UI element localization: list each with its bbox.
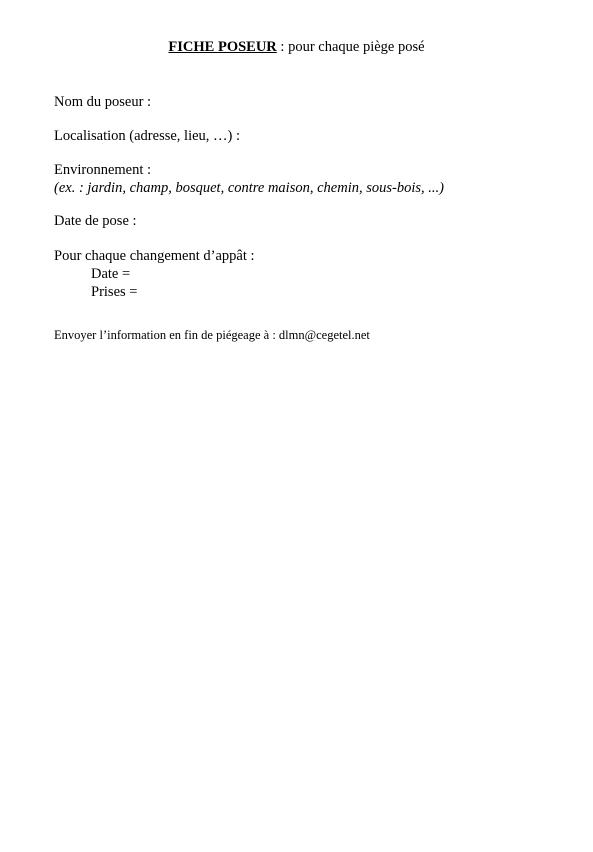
title-heading: FICHE POSEUR [168, 39, 277, 55]
environnement-label: Environnement : [54, 162, 152, 178]
localisation-label: Localisation (adresse, lieu, …) : [54, 128, 241, 144]
prises-entry-label: Prises = [91, 284, 138, 300]
date-entry-label: Date = [91, 266, 131, 282]
page-title [0, 38, 593, 56]
poseur-name-label: Nom du poseur : [54, 94, 152, 110]
title-subtitle: : pour chaque piège posé [276, 39, 425, 55]
footer-note: Envoyer l’information en fin de piégeage à : dlmn@cegetel.net [54, 328, 370, 342]
environnement-example: (ex. : jardin, champ, bosquet, contre maison, chemin, sous-bois, ...) [54, 180, 444, 196]
date-pose-label: Date de pose : [54, 213, 137, 229]
changement-appat-label: Pour chaque changement d’appât : [54, 248, 255, 264]
